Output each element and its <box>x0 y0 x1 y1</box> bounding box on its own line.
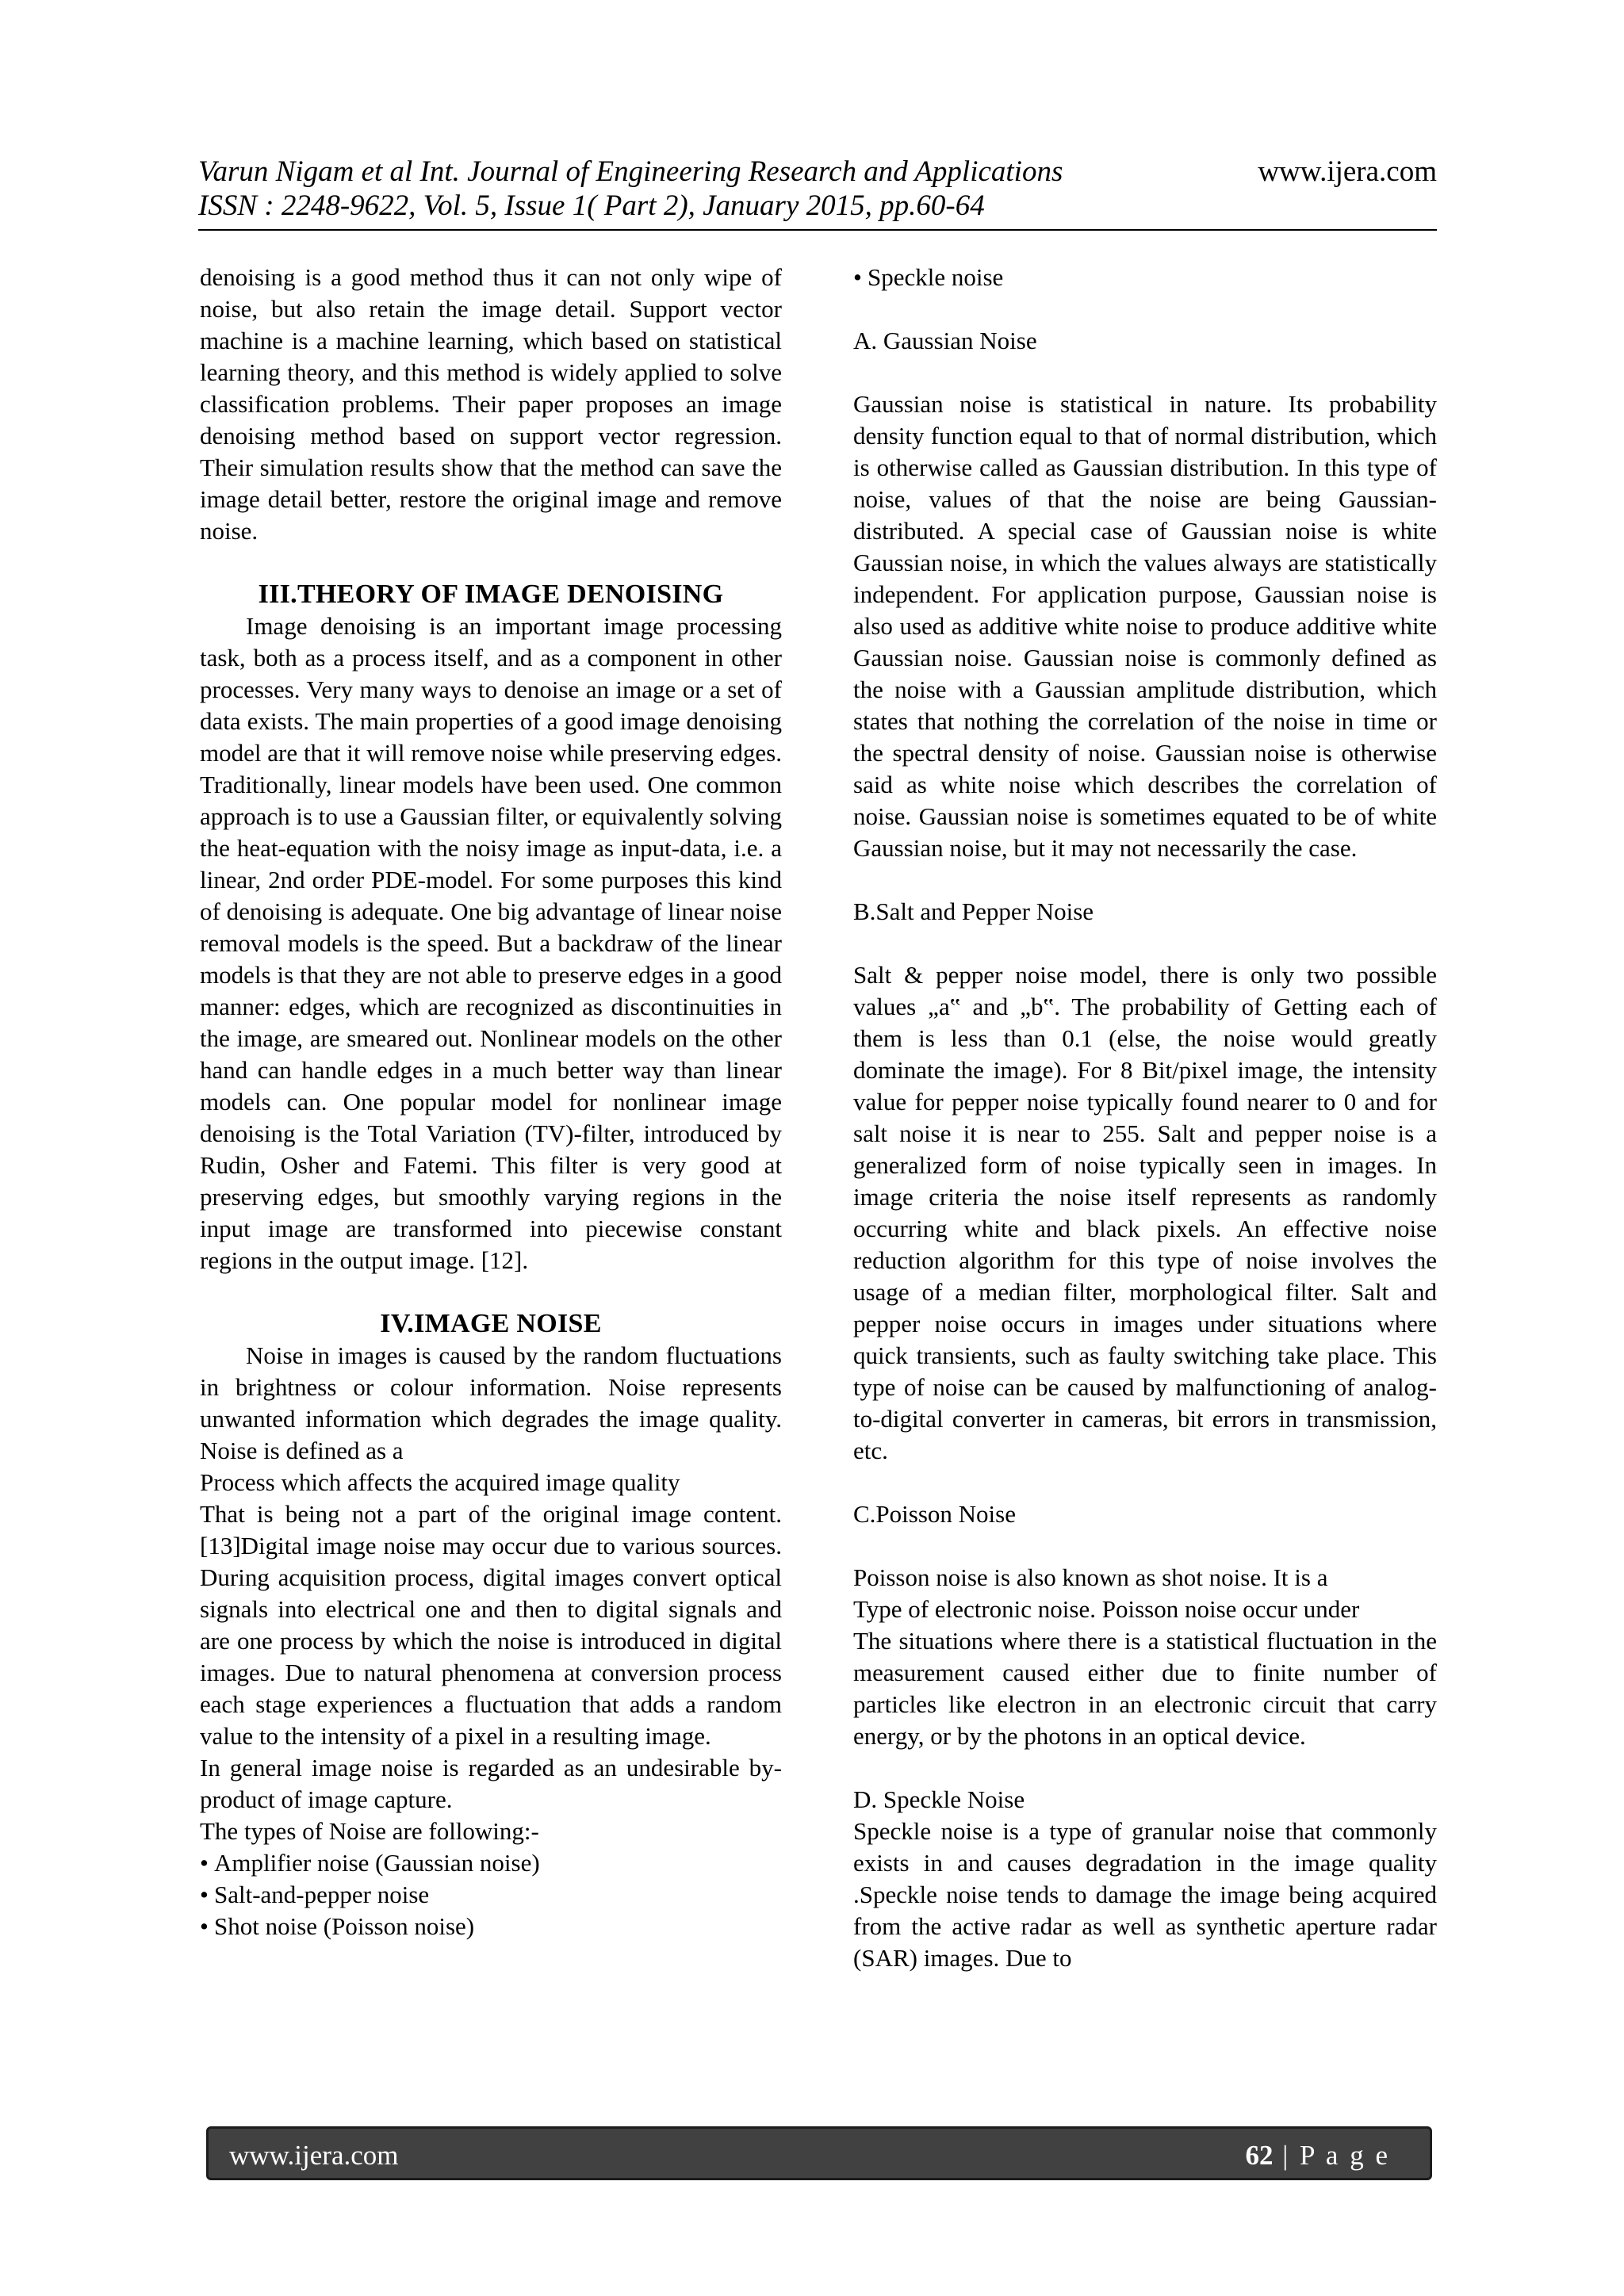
bullet-icon: • <box>200 1849 209 1877</box>
section-4-paragraph-4: In general image noise is regarded as an undesirable by-product of image capture. <box>200 1754 782 1813</box>
intro-paragraph: denoising is a good method thus it can not only wipe of noise, but also retain the image detail. Support vector machine is a machine learning, which based on statistical learning theory, and this method is widely applied to solve classification problems. Their paper proposes an image denoising method based on support vector regression. Their simulation results show that the method can save the image detail better, restore the original image and remove noise. <box>200 263 782 545</box>
noise-types-list-continued <box>853 262 1437 293</box>
noise-types-list <box>200 1847 782 1942</box>
section-4-paragraph-1: Noise in images is caused by the random fluctuations in brightness or colour information. Noise represents unwanted information which degrades the image quality. Noise is defined as a <box>200 1341 782 1464</box>
section-4-paragraph-2: Process which affects the acquired image quality <box>200 1468 680 1496</box>
salt-pepper-noise-paragraph: Salt & pepper noise model, there is only two possible values „a‟ and „b‟. The probability of Getting each of them is less than 0.1 (else, the noise would greatly dominate the image). For 8 Bit/pixel image, the intensity value for pepper noise typically found nearer to 0 and for salt noise it is near to 255. Salt and pepper noise is a generalized form of noise typically seen in images. In image criteria the noise itself represents as randomly occurring white and black pixels. An effective noise reduction algorithm for this type of noise involves the usage of a median filter, morphological filter. Salt and pepper noise occurs in images under situations where quick transients, such as faulty switching take place. This type of noise can be caused by malfunctioning of analog-to-digital converter in cameras, bit errors in transmission, etc. <box>853 961 1437 1464</box>
list-item: • Speckle noise <box>853 262 1437 293</box>
speckle-noise-heading: D. Speckle Noise <box>853 1785 1025 1813</box>
noise-types-intro: The types of Noise are following:- <box>200 1817 539 1845</box>
bullet-icon: • <box>853 263 862 291</box>
section-3-heading: III.THEORY OF IMAGE DENOISING <box>258 580 724 609</box>
journal-citation-line: Varun Nigam et al Int. Journal of Engineering Research and Applications <box>198 155 1063 188</box>
left-column <box>200 262 782 1942</box>
footer-bar <box>206 2126 1432 2180</box>
list-item: • Amplifier noise (Gaussian noise) <box>200 1847 782 1879</box>
page-number <box>1246 2140 1391 2172</box>
header-rule <box>198 229 1437 231</box>
section-4-heading: IV.IMAGE NOISE <box>380 1309 602 1338</box>
header-url: www.ijera.com <box>1258 155 1437 188</box>
section-3-paragraph: Image denoising is an important image processing task, both as a process itself, and as a component in other processes. Very many ways to denoise an image or a set of data exists. The main properties of a good image denoising model are that it will remove noise while preserving edges. Traditionally, linear models have been used. One common approach is to use a Gaussian filter, or equivalently solving the heat-equation with the noisy image as input-data, i.e. a linear, 2nd order PDE-model. For some purposes this kind of denoising is adequate. One big advantage of linear noise removal models is the speed. But a backdraw of the linear models is that they are not able to preserve edges in a good manner: edges, which are recognized as discontinuities in the image, are smeared out. Nonlinear models on the other hand can handle edges in a much better way than linear models can. One popular model for nonlinear image denoising is the Total Variation (TV)-filter, introduced by Rudin, Osher and Fatemi. This filter is very good at preserving edges, but smoothly varying regions in the input image are transformed into piecewise constant regions in the output image. [12]. <box>200 612 782 1274</box>
list-item: • Shot noise (Poisson noise) <box>200 1911 782 1942</box>
poisson-noise-line-2: Type of electronic noise. Poisson noise occur under <box>853 1595 1360 1623</box>
section-4-paragraph-3: That is being not a part of the original image content. [13]Digital image noise may occur due to various sources. During acquisition process, digital images convert optical signals into electrical one and then to digital signals and are one process by which the noise is introduced in digital images. Due to natural phenomena at conversion process each stage experiences a fluctuation that adds a random value to the intensity of a pixel in a resulting image. <box>200 1500 782 1750</box>
footer-url: www.ijera.com <box>229 2140 399 2171</box>
gaussian-noise-heading: A. Gaussian Noise <box>853 327 1037 354</box>
poisson-noise-line-1: Poisson noise is also known as shot noise. It is a <box>853 1563 1328 1591</box>
salt-pepper-noise-heading: B.Salt and Pepper Noise <box>853 897 1094 925</box>
running-header <box>198 151 1437 230</box>
speckle-noise-paragraph: Speckle noise is a type of granular noise that commonly exists in and causes degradation in the image quality .Speckle noise tends to damage the image being acquired from the active radar as well as synthetic aperture radar (SAR) images. Due to <box>853 1817 1437 1972</box>
gaussian-noise-paragraph: Gaussian noise is statistical in nature. Its probability density function equal to that of normal distribution, which is otherwise called as Gaussian distribution. In this type of noise, values of that the noise are being Gaussian-distributed. A special case of Gaussian noise is white Gaussian noise, in which the values always are statistically independent. For application purpose, Gaussian noise is also used as additive white noise to produce additive white Gaussian noise. Gaussian noise is commonly defined as the noise with a Gaussian amplitude distribution, which states that nothing the correlation of the noise in time or the spectral density of noise. Gaussian noise is otherwise said as white noise which describes the correlation of noise. Gaussian noise is sometimes equated to be of white Gaussian noise, but it may not necessarily the case. <box>853 390 1437 862</box>
list-item: • Salt-and-pepper noise <box>200 1879 782 1911</box>
bullet-icon: • <box>200 1881 209 1908</box>
poisson-noise-heading: C.Poisson Noise <box>853 1500 1016 1528</box>
bullet-icon: • <box>200 1912 209 1940</box>
page-label: | P a g e <box>1282 2140 1390 2171</box>
poisson-noise-paragraph: The situations where there is a statistical fluctuation in the measurement caused either due to finite number of particles like electron in an electronic circuit that carry energy, or by the photons in an optical device. <box>853 1627 1437 1750</box>
issn-line: ISSN : 2248-9622, Vol. 5, Issue 1( Part 2), January 2015, pp.60-64 <box>198 189 985 222</box>
right-column <box>853 262 1437 1974</box>
page-number-value: 62 <box>1245 2140 1274 2171</box>
